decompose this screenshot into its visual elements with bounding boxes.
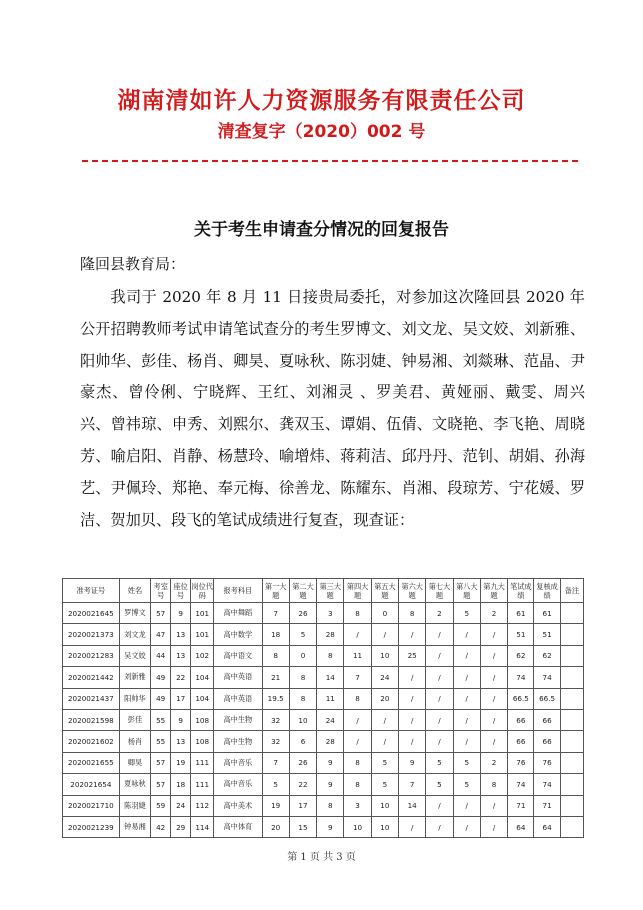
table-cell: 22 bbox=[171, 667, 191, 688]
table-cell: 32 bbox=[262, 731, 289, 752]
table-cell: 0 bbox=[371, 603, 398, 624]
table-row bbox=[63, 709, 584, 730]
table-cell: 高中音乐 bbox=[214, 752, 262, 773]
table-cell: 14 bbox=[317, 667, 344, 688]
table-cell: 61 bbox=[508, 603, 534, 624]
table-cell: 57 bbox=[151, 752, 171, 773]
column-header: 第九大题 bbox=[480, 579, 507, 603]
table-cell: 8 bbox=[399, 603, 426, 624]
table-cell: 7 bbox=[262, 603, 289, 624]
table-cell: 59 bbox=[151, 795, 171, 816]
table-cell: 71 bbox=[534, 795, 560, 816]
table-cell: 29 bbox=[171, 816, 191, 837]
table-cell: 57 bbox=[151, 603, 171, 624]
table-cell: 112 bbox=[191, 795, 214, 816]
table-cell: 101 bbox=[191, 624, 214, 645]
table-cell: 66.5 bbox=[508, 688, 534, 709]
table-cell: 9 bbox=[317, 816, 344, 837]
table-cell: 8 bbox=[289, 688, 316, 709]
table-row bbox=[63, 752, 584, 773]
table-cell: 9 bbox=[399, 752, 426, 773]
table-cell: / bbox=[371, 624, 398, 645]
table-cell: 104 bbox=[191, 688, 214, 709]
table-cell: / bbox=[480, 645, 507, 666]
column-header: 准考证号 bbox=[63, 579, 120, 603]
table-cell: / bbox=[480, 624, 507, 645]
table-cell: 夏咏秋 bbox=[119, 774, 151, 795]
table-cell: / bbox=[399, 816, 426, 837]
table-row bbox=[63, 603, 584, 624]
table-cell: 2 bbox=[480, 603, 507, 624]
table-cell: 7 bbox=[344, 667, 371, 688]
table-cell: 108 bbox=[191, 731, 214, 752]
table-cell: 7 bbox=[262, 752, 289, 773]
table-cell: / bbox=[399, 709, 426, 730]
table-cell: 高中英语 bbox=[214, 688, 262, 709]
table-cell: 8 bbox=[480, 774, 507, 795]
table-cell: / bbox=[480, 667, 507, 688]
table-cell: 24 bbox=[317, 709, 344, 730]
table-cell: 8 bbox=[289, 667, 316, 688]
table-cell: 76 bbox=[508, 752, 534, 773]
table-cell: 51 bbox=[534, 624, 560, 645]
table-cell: / bbox=[480, 709, 507, 730]
table-row bbox=[63, 731, 584, 752]
table-cell: / bbox=[453, 688, 480, 709]
table-cell: 罗博文 bbox=[119, 603, 151, 624]
table-cell: / bbox=[426, 709, 453, 730]
table-cell: 5 bbox=[426, 752, 453, 773]
table-cell: 阳帅华 bbox=[119, 688, 151, 709]
table-cell: 28 bbox=[317, 624, 344, 645]
table-cell: / bbox=[453, 795, 480, 816]
recipient: 隆回县教育局： bbox=[80, 255, 186, 273]
table-cell: 26 bbox=[289, 603, 316, 624]
table-cell: 64 bbox=[534, 816, 560, 837]
table-cell: 76 bbox=[534, 752, 560, 773]
table-cell: 3 bbox=[317, 603, 344, 624]
table-cell bbox=[560, 688, 583, 709]
table-cell bbox=[560, 816, 583, 837]
table-cell: 9 bbox=[317, 752, 344, 773]
table-cell: / bbox=[426, 645, 453, 666]
table-cell: 10 bbox=[371, 816, 398, 837]
table-cell: 24 bbox=[371, 667, 398, 688]
table-cell: 刘新雅 bbox=[119, 667, 151, 688]
table-cell: 卿昊 bbox=[119, 752, 151, 773]
table-cell: 2020021602 bbox=[63, 731, 120, 752]
table-cell: / bbox=[399, 667, 426, 688]
table-cell: 19.5 bbox=[262, 688, 289, 709]
table-cell: 74 bbox=[534, 667, 560, 688]
table-cell: 钟易湘 bbox=[119, 816, 151, 837]
column-header: 姓名 bbox=[119, 579, 151, 603]
table-cell: 0 bbox=[289, 645, 316, 666]
table-cell: 202021654 bbox=[63, 774, 120, 795]
table-cell: 62 bbox=[534, 645, 560, 666]
table-cell: 8 bbox=[344, 603, 371, 624]
table-cell: 9 bbox=[171, 603, 191, 624]
table-cell: 114 bbox=[191, 816, 214, 837]
table-cell: 2020021598 bbox=[63, 709, 120, 730]
table-cell: 高中体育 bbox=[214, 816, 262, 837]
table-cell: / bbox=[426, 624, 453, 645]
column-header: 岗位代码 bbox=[191, 579, 214, 603]
report-title: 关于考生申请查分情况的回复报告 bbox=[194, 220, 449, 240]
table-cell: 26 bbox=[289, 752, 316, 773]
column-header: 第一大题 bbox=[262, 579, 289, 603]
table-cell: 44 bbox=[151, 645, 171, 666]
table-row bbox=[63, 774, 584, 795]
company-name: 湖南清如许人力资源服务有限责任公司 bbox=[117, 88, 526, 114]
table-cell: 8 bbox=[344, 688, 371, 709]
table-cell: 高中生物 bbox=[214, 731, 262, 752]
table-cell: 18 bbox=[262, 624, 289, 645]
table-cell: 5 bbox=[371, 774, 398, 795]
table-header-row bbox=[63, 579, 584, 603]
table-cell: 9 bbox=[171, 709, 191, 730]
table-cell: 18 bbox=[171, 774, 191, 795]
score-table bbox=[62, 578, 584, 838]
table-cell: 2020021239 bbox=[63, 816, 120, 837]
table-cell: 5 bbox=[426, 774, 453, 795]
table-cell bbox=[560, 667, 583, 688]
table-cell: 19 bbox=[171, 752, 191, 773]
table-cell: 64 bbox=[508, 816, 534, 837]
table-cell: 2020021442 bbox=[63, 667, 120, 688]
table-cell: 2020021645 bbox=[63, 603, 120, 624]
table-cell: 21 bbox=[262, 667, 289, 688]
table-cell: 66 bbox=[508, 731, 534, 752]
table-cell: 2020021710 bbox=[63, 795, 120, 816]
table-cell: 15 bbox=[289, 816, 316, 837]
table-cell: 71 bbox=[508, 795, 534, 816]
table-cell bbox=[560, 731, 583, 752]
table-cell: / bbox=[344, 624, 371, 645]
table-cell: 19 bbox=[262, 795, 289, 816]
table-cell: 55 bbox=[151, 731, 171, 752]
table-cell: 20 bbox=[262, 816, 289, 837]
table-cell: / bbox=[371, 709, 398, 730]
table-cell: 10 bbox=[371, 795, 398, 816]
table-cell: / bbox=[371, 731, 398, 752]
table-cell: 2 bbox=[426, 603, 453, 624]
table-cell: 高中语文 bbox=[214, 645, 262, 666]
red-divider bbox=[82, 160, 578, 162]
table-cell bbox=[560, 709, 583, 730]
table-cell: / bbox=[399, 624, 426, 645]
table-cell: / bbox=[480, 688, 507, 709]
table-cell: / bbox=[344, 731, 371, 752]
table-cell: 9 bbox=[317, 774, 344, 795]
table-cell: 20 bbox=[371, 688, 398, 709]
column-header: 第八大题 bbox=[453, 579, 480, 603]
table-body bbox=[63, 603, 584, 838]
table-cell: 5 bbox=[262, 774, 289, 795]
table-cell: 74 bbox=[508, 667, 534, 688]
table-cell: 57 bbox=[151, 774, 171, 795]
table-cell: 17 bbox=[289, 795, 316, 816]
table-cell: 61 bbox=[534, 603, 560, 624]
table-cell: / bbox=[453, 667, 480, 688]
table-cell: 2020021283 bbox=[63, 645, 120, 666]
table-cell: 13 bbox=[171, 624, 191, 645]
table-cell: 66.5 bbox=[534, 688, 560, 709]
table-cell: 8 bbox=[262, 645, 289, 666]
table-cell: 2020021655 bbox=[63, 752, 120, 773]
table-cell: 17 bbox=[171, 688, 191, 709]
table-cell: / bbox=[344, 709, 371, 730]
table-cell: 22 bbox=[289, 774, 316, 795]
table-cell: 49 bbox=[151, 667, 171, 688]
table-cell: 陈羽婕 bbox=[119, 795, 151, 816]
table-cell bbox=[560, 645, 583, 666]
table-cell bbox=[560, 795, 583, 816]
table-cell: / bbox=[453, 816, 480, 837]
column-header: 第二大题 bbox=[289, 579, 316, 603]
table-cell: 刘文龙 bbox=[119, 624, 151, 645]
table-cell: 49 bbox=[151, 688, 171, 709]
table-cell: 66 bbox=[508, 709, 534, 730]
table-cell: / bbox=[453, 709, 480, 730]
table-cell: 高中音乐 bbox=[214, 774, 262, 795]
column-header: 第七大题 bbox=[426, 579, 453, 603]
column-header: 第六大题 bbox=[399, 579, 426, 603]
table-cell: 24 bbox=[171, 795, 191, 816]
table-cell: 102 bbox=[191, 645, 214, 666]
table-row bbox=[63, 688, 584, 709]
table-cell: 5 bbox=[453, 774, 480, 795]
table-cell: 25 bbox=[399, 645, 426, 666]
body-paragraph: 我司于 2020 年 8 月 11 日接贵局委托，对参加这次隆回县 2020 年公开招聘教师考试申请笔试查分的考生罗博文、刘文龙、吴文姣、刘新雅、阳帅华、彭佳、杨肖、卿昊、夏咏秋、陈羽婕、钟易湘、刘燚琳、范晶、尹豪杰、曾伶俐、宁晓辉、王红、刘湘灵 、罗美君、黄娅丽、戴雯、周兴兴、曾祎琼、申秀、刘熙尔、龚双玉、谭娟、伍倩、文晓艳、李飞艳、周晓芳、喻启阳、肖静、杨慧玲、喻增炜、蒋莉洁、邱丹丹、范钊、胡娟、孙海艺、尹佩玲、郑艳、奉元梅、徐善龙、陈耀东、肖湘、段琼芳、宁花媛、罗洁、贺加贝、段飞的笔试成绩进行复查，现查证： bbox=[80, 288, 585, 529]
table-cell: 高中生物 bbox=[214, 709, 262, 730]
table-cell: 51 bbox=[508, 624, 534, 645]
document-number: 清查复字（2020）002 号 bbox=[217, 122, 426, 142]
table-cell: 14 bbox=[399, 795, 426, 816]
table-row bbox=[63, 816, 584, 837]
table-cell: / bbox=[426, 795, 453, 816]
table-row bbox=[63, 624, 584, 645]
table-cell: 杨肖 bbox=[119, 731, 151, 752]
table-cell: 32 bbox=[262, 709, 289, 730]
table-cell: / bbox=[399, 688, 426, 709]
table-cell: / bbox=[480, 795, 507, 816]
column-header: 第五大题 bbox=[371, 579, 398, 603]
table-cell: / bbox=[426, 816, 453, 837]
column-header: 报考科目 bbox=[214, 579, 262, 603]
table-cell: 42 bbox=[151, 816, 171, 837]
table-cell: 108 bbox=[191, 709, 214, 730]
table-cell: 吴文姣 bbox=[119, 645, 151, 666]
column-header: 第四大题 bbox=[344, 579, 371, 603]
table-cell: 10 bbox=[344, 816, 371, 837]
table-cell: / bbox=[453, 731, 480, 752]
column-header: 第三大题 bbox=[317, 579, 344, 603]
table-cell: 8 bbox=[317, 645, 344, 666]
table-cell bbox=[560, 752, 583, 773]
table-row bbox=[63, 667, 584, 688]
column-header: 备注 bbox=[560, 579, 583, 603]
table-cell: 11 bbox=[344, 645, 371, 666]
table-cell: 13 bbox=[171, 731, 191, 752]
table-cell: 66 bbox=[534, 709, 560, 730]
table-cell: 2020021373 bbox=[63, 624, 120, 645]
table-cell: 55 bbox=[151, 709, 171, 730]
table-cell: 13 bbox=[171, 645, 191, 666]
table-cell: 高中数学 bbox=[214, 624, 262, 645]
table-cell: 74 bbox=[534, 774, 560, 795]
table-cell bbox=[560, 774, 583, 795]
table-cell: / bbox=[480, 731, 507, 752]
table-cell: / bbox=[480, 816, 507, 837]
page-footer: 第 1 页 共 3 页 bbox=[287, 852, 356, 863]
table-cell: 28 bbox=[317, 731, 344, 752]
table-cell: 8 bbox=[317, 795, 344, 816]
table-cell: 2020021437 bbox=[63, 688, 120, 709]
table-cell: 47 bbox=[151, 624, 171, 645]
column-header: 座位号 bbox=[171, 579, 191, 603]
table-cell: 62 bbox=[508, 645, 534, 666]
table-cell bbox=[560, 603, 583, 624]
table-cell: / bbox=[453, 624, 480, 645]
table-row bbox=[63, 795, 584, 816]
table-cell: / bbox=[426, 688, 453, 709]
table-cell: 111 bbox=[191, 774, 214, 795]
table-cell: 8 bbox=[344, 752, 371, 773]
table-cell: / bbox=[453, 645, 480, 666]
table-cell: / bbox=[426, 731, 453, 752]
table-cell: 74 bbox=[508, 774, 534, 795]
table-cell bbox=[560, 624, 583, 645]
table-cell: 彭佳 bbox=[119, 709, 151, 730]
table-cell: 10 bbox=[371, 645, 398, 666]
table-cell: 5 bbox=[453, 603, 480, 624]
column-header: 复核成绩 bbox=[534, 579, 560, 603]
table-cell: 10 bbox=[289, 709, 316, 730]
table-cell: 111 bbox=[191, 752, 214, 773]
table-cell: 6 bbox=[289, 731, 316, 752]
table-cell: 高中英语 bbox=[214, 667, 262, 688]
table-cell: 101 bbox=[191, 603, 214, 624]
table-cell: 3 bbox=[344, 795, 371, 816]
table-cell: 5 bbox=[453, 752, 480, 773]
table-row bbox=[63, 645, 584, 666]
table-cell: 2 bbox=[480, 752, 507, 773]
table-cell: 高中美术 bbox=[214, 795, 262, 816]
table-cell: 8 bbox=[344, 774, 371, 795]
table-cell: 66 bbox=[534, 731, 560, 752]
table-cell: 5 bbox=[289, 624, 316, 645]
table-cell: 高中舞蹈 bbox=[214, 603, 262, 624]
table-cell: 5 bbox=[371, 752, 398, 773]
table-cell: 104 bbox=[191, 667, 214, 688]
table-cell: / bbox=[399, 731, 426, 752]
table-cell: 7 bbox=[399, 774, 426, 795]
column-header: 笔试成绩 bbox=[508, 579, 534, 603]
table-cell: 11 bbox=[317, 688, 344, 709]
column-header: 考室号 bbox=[151, 579, 171, 603]
table-cell: / bbox=[426, 667, 453, 688]
